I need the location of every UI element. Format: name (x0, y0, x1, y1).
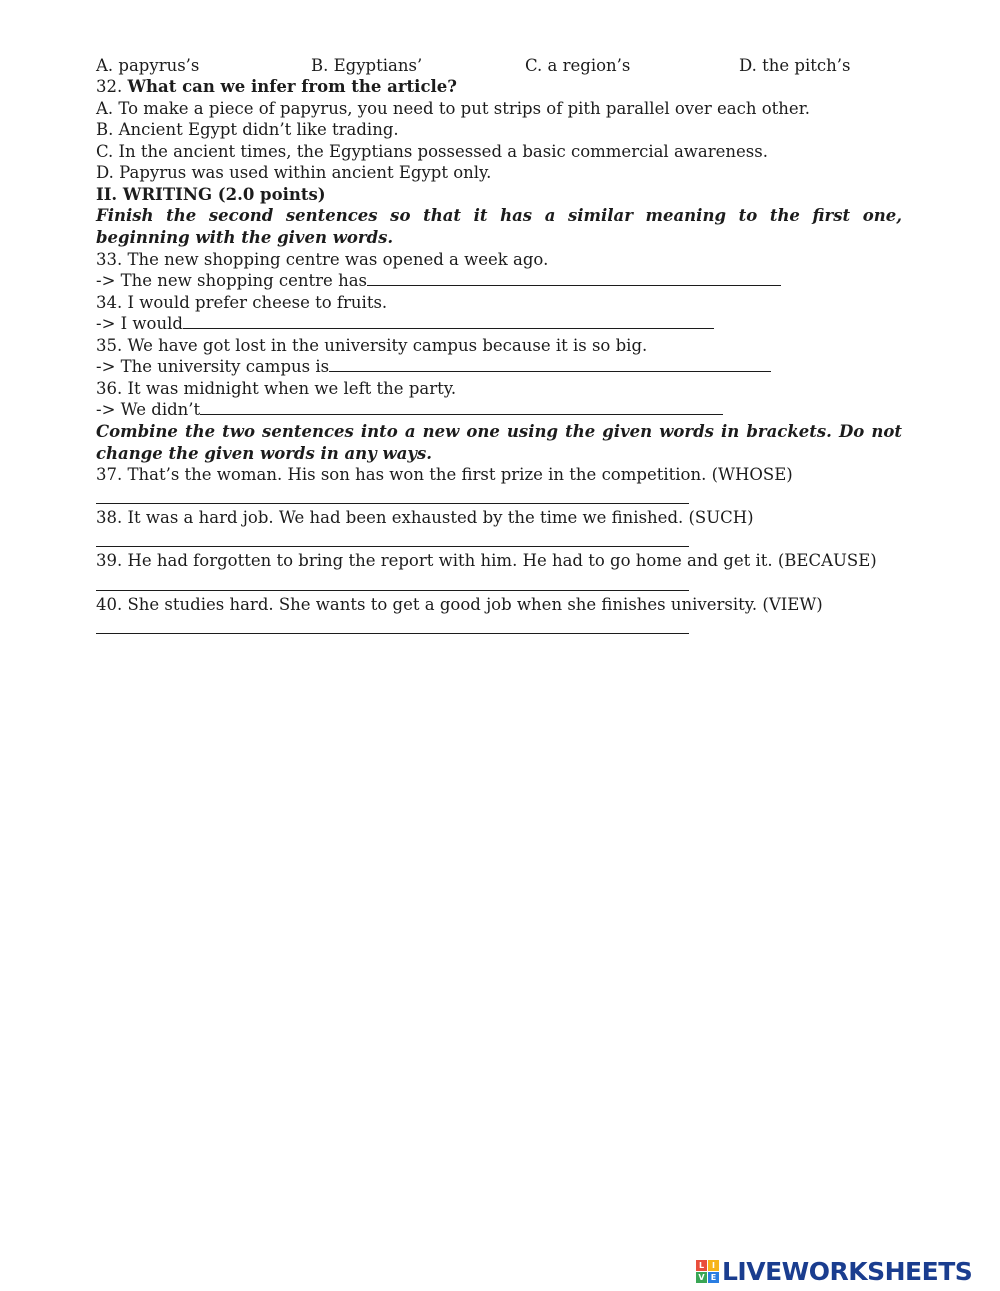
q32-option-d: D. Papyrus was used within ancient Egypt only. (96, 163, 492, 182)
q32-option-b: B. Ancient Egypt didn’t like trading. (96, 120, 399, 139)
q31-option-c: C. a region’s (525, 56, 631, 75)
q33-answer-blank[interactable] (367, 271, 781, 286)
q35-answer-line (96, 356, 771, 378)
q33-prompt: -> The new shopping centre has (96, 271, 368, 290)
q36-answer-line (96, 399, 723, 421)
q33-answer-line (96, 270, 781, 292)
q32-option-c: C. In the ancient times, the Egyptians possessed a basic commercial awareness. (96, 142, 768, 161)
q40-answer-blank[interactable] (96, 633, 689, 634)
logo-mark-icon (696, 1260, 719, 1283)
q33-question: 33. The new shopping centre was opened a week ago. (96, 250, 549, 269)
logo-letter-v: V (696, 1272, 707, 1283)
q35-answer-blank[interactable] (329, 357, 771, 372)
logo-letter-e: E (708, 1272, 719, 1283)
q35-prompt: -> The university campus is (96, 357, 330, 376)
q36-question: 36. It was midnight when we left the party. (96, 379, 457, 398)
q39-question: 39. He had forgotten to bring the report with him. He had to go home and get it. (BECAUSE) (96, 551, 877, 570)
logo-text: LIVEWORKSHEETS (722, 1256, 973, 1286)
q31-option-d: D. the pitch’s (739, 56, 851, 75)
liveworksheets-logo[interactable] (696, 1254, 972, 1288)
instruction-rewrite: Finish the second sentences so that it has a similar meaning to the first one, beginning with the given words. (96, 206, 902, 247)
q36-prompt: -> We didn’t (96, 400, 201, 419)
q38-question: 38. It was a hard job. We had been exhausted by the time we finished. (SUCH) (96, 508, 754, 527)
q34-answer-line (96, 313, 714, 335)
q34-answer-blank[interactable] (183, 314, 714, 329)
q32-text: What can we infer from the article? (127, 77, 457, 96)
logo-letter-l: L (696, 1260, 707, 1271)
q39-answer-blank[interactable] (96, 590, 689, 591)
q36-answer-blank[interactable] (200, 400, 723, 415)
q32-question (96, 76, 457, 98)
q35-question: 35. We have got lost in the university campus because it is so big. (96, 336, 648, 355)
q40-question: 40. She studies hard. She wants to get a good job when she finishes university. (VIEW) (96, 595, 823, 614)
q32-number: 32. (96, 77, 128, 96)
logo-letter-i: I (708, 1260, 719, 1271)
q34-prompt: -> I would (96, 314, 183, 333)
q37-answer-blank[interactable] (96, 503, 689, 504)
q31-option-b: B. Egyptians’ (311, 56, 423, 75)
q38-answer-blank[interactable] (96, 546, 689, 547)
q34-question: 34. I would prefer cheese to fruits. (96, 293, 388, 312)
writing-heading: II. WRITING (2.0 points) (96, 185, 326, 204)
q32-option-a: A. To make a piece of papyrus, you need to put strips of pith parallel over each other. (96, 99, 811, 118)
q37-question: 37. That’s the woman. His son has won the first prize in the competition. (WHOSE) (96, 465, 793, 484)
q31-option-a: A. papyrus’s (96, 56, 200, 75)
instruction-combine: Combine the two sentences into a new one using the given words in brackets. Do not change the given words in any ways. (96, 422, 902, 463)
